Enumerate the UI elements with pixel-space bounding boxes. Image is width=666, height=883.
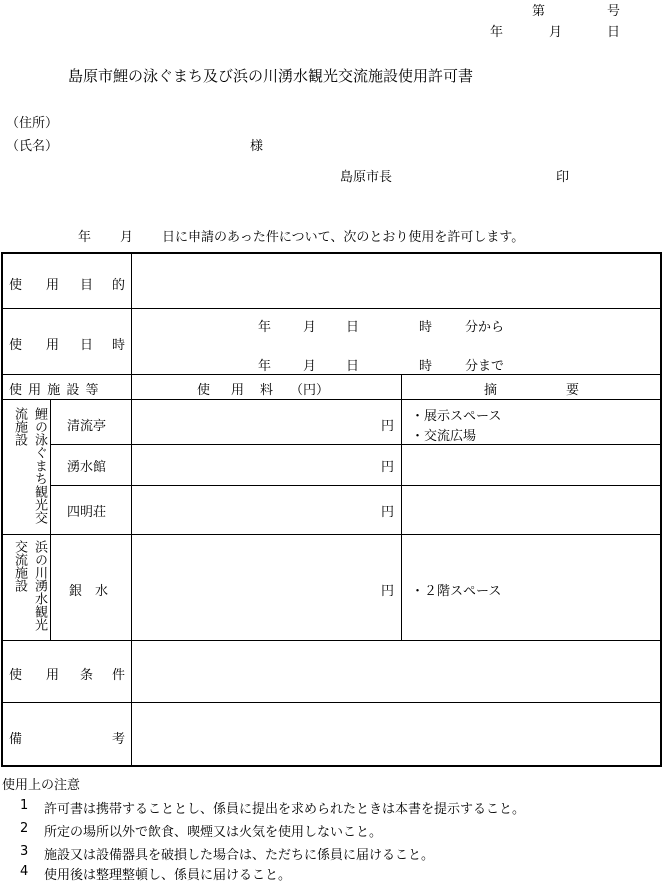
column-divider — [50, 399, 51, 640]
label-char: 時 — [112, 338, 126, 353]
label-char: 考 — [112, 732, 126, 747]
issuer-name: 島原市長 — [340, 170, 393, 185]
date-month: 月 — [549, 25, 563, 40]
conditions-field[interactable] — [133, 642, 659, 700]
row-divider — [2, 640, 662, 641]
from-minute: 分から — [465, 320, 505, 335]
from-year: 年 — [258, 320, 272, 335]
label-char: 用 — [46, 278, 60, 293]
header-char: 摘 — [484, 383, 498, 398]
intro-year: 年 — [78, 230, 92, 245]
address-label: （住所） — [6, 116, 59, 131]
header-char: 料 — [260, 383, 274, 398]
purpose-field[interactable] — [133, 256, 659, 306]
seal-mark: 印 — [556, 170, 570, 185]
honorific: 様 — [250, 139, 264, 154]
facility-name: 銀 水 — [69, 584, 109, 599]
fee-unit: 円 — [381, 419, 395, 434]
header-char: 使 — [197, 383, 211, 398]
header-char: 要 — [566, 383, 580, 398]
fee-unit: 円 — [381, 460, 395, 475]
number-prefix: 第 — [532, 4, 546, 19]
to-hour: 時 — [419, 359, 433, 374]
caution-text: 許可書は携帯することとし、係員に提出を求められたときは本書を提示すること。 — [44, 802, 526, 817]
intro-month: 月 — [120, 230, 134, 245]
remarks-item: ・展示スペース — [411, 409, 502, 424]
label-char: 用 — [46, 338, 60, 353]
label-char: 件 — [112, 668, 126, 683]
fee-field[interactable] — [133, 446, 373, 483]
group2-label — [9, 540, 49, 638]
to-day: 日 — [346, 359, 360, 374]
label-char: 使 — [9, 278, 23, 293]
header-char: （円） — [290, 383, 330, 398]
label-char: 使 — [9, 668, 23, 683]
caution-text: 所定の場所以外で飲食、喫煙又は火気を使用しないこと。 — [44, 825, 383, 840]
caution-number: 4 — [20, 864, 29, 879]
fee-field[interactable] — [133, 401, 373, 442]
group1-label — [9, 407, 49, 532]
row-divider — [2, 399, 662, 400]
label-char: 用 — [46, 668, 60, 683]
fee-field[interactable] — [133, 536, 373, 638]
label-char: 的 — [112, 278, 126, 293]
row-divider — [2, 308, 662, 309]
fee-unit: 円 — [381, 505, 395, 520]
remarks-item: ・交流広場 — [411, 429, 477, 444]
to-minute: 分まで — [465, 359, 505, 374]
cautions-title: 使用上の注意 — [2, 778, 81, 793]
intro-text: 日に申請のあった件について、次のとおり使用を許可します。 — [162, 230, 525, 245]
from-month: 月 — [303, 320, 317, 335]
row-divider — [50, 444, 662, 445]
caution-text: 施設又は設備器具を破損した場合は、ただちに係員に届けること。 — [44, 848, 435, 863]
from-hour: 時 — [419, 320, 433, 335]
to-month: 月 — [303, 359, 317, 374]
row-divider — [2, 534, 662, 535]
name-label: （氏名） — [6, 139, 59, 154]
label-char: 目 — [80, 278, 94, 293]
remarks-item: ・２階スペース — [411, 584, 502, 599]
label-char: 使 — [9, 338, 23, 353]
facility-header: 使 用 施 設 等 — [9, 383, 100, 398]
fee-unit: 円 — [381, 584, 395, 599]
row-divider — [2, 702, 662, 703]
label-char: 条 — [80, 668, 94, 683]
fee-field[interactable] — [133, 487, 373, 532]
group1-label-text: 鯉の泳ぐまち観光交流施設 — [12, 407, 47, 524]
row-divider — [50, 485, 662, 486]
document-title: 島原市鯉の泳ぐまち及び浜の川湧水観光交流施設使用許可書 — [68, 67, 474, 85]
facility-name: 湧水館 — [67, 460, 107, 475]
group2-label-text: 浜の川湧水観光交流施設 — [12, 540, 47, 631]
from-day: 日 — [346, 320, 360, 335]
date-day: 日 — [607, 25, 621, 40]
facility-name: 清流亭 — [67, 419, 107, 434]
facility-name: 四明荘 — [67, 505, 107, 520]
date-year: 年 — [490, 25, 504, 40]
to-year: 年 — [258, 359, 272, 374]
notes-field[interactable] — [133, 704, 659, 764]
caution-text: 使用後は整理整頓し、係員に届けること。 — [44, 868, 292, 883]
column-divider — [131, 254, 132, 765]
caution-number: 3 — [20, 844, 29, 859]
caution-number: 1 — [20, 798, 29, 813]
number-suffix: 号 — [607, 4, 621, 19]
label-char: 備 — [9, 732, 23, 747]
header-char: 用 — [231, 383, 245, 398]
caution-number: 2 — [20, 821, 29, 836]
row-divider — [2, 374, 662, 375]
column-divider — [401, 374, 402, 640]
label-char: 日 — [80, 338, 94, 353]
